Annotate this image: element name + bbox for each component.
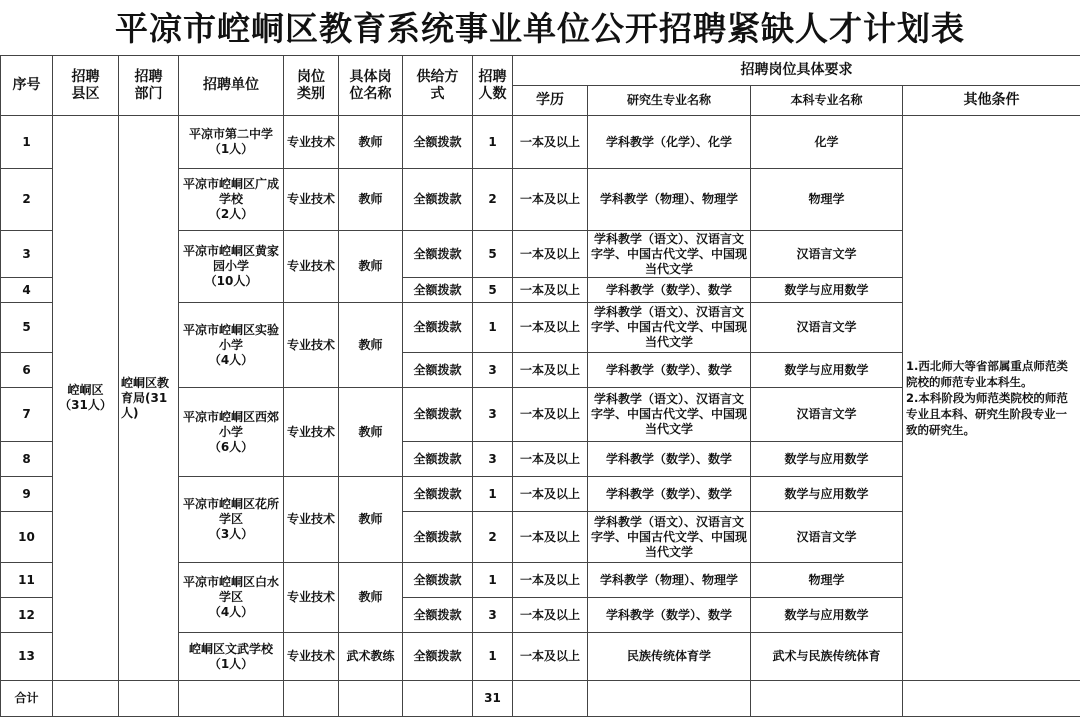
header-requirements: 招聘岗位具体要求 (513, 56, 1080, 86)
header-post: 具体岗 位名称 (339, 56, 403, 116)
grad-major: 学科教学（数学）、数学 (588, 278, 751, 303)
empty-cell (284, 681, 339, 717)
header-grad-major: 研究生专业名称 (588, 86, 751, 116)
row-number: 11 (1, 563, 53, 598)
education-req: 一本及以上 (513, 278, 588, 303)
recruit-count: 5 (473, 231, 513, 278)
post-category: 专业技术 (284, 388, 339, 477)
grad-major: 学科教学（语文）、汉语言文字学、中国古代文学、中国现当代文学 (588, 388, 751, 442)
funding-type: 全额拨款 (403, 278, 473, 303)
grad-major: 学科教学（语文）、汉语言文字学、中国古代文学、中国现当代文学 (588, 303, 751, 353)
education-req: 一本及以上 (513, 477, 588, 512)
grad-major: 学科教学（化学）、化学 (588, 116, 751, 169)
post-name: 教师 (339, 563, 403, 633)
ug-major: 汉语言文学 (751, 388, 903, 442)
ug-major: 数学与应用数学 (751, 353, 903, 388)
education-req: 一本及以上 (513, 231, 588, 278)
post-category: 专业技术 (284, 303, 339, 388)
post-name: 教师 (339, 388, 403, 477)
empty-cell (119, 681, 179, 717)
education-req: 一本及以上 (513, 512, 588, 563)
funding-type: 全额拨款 (403, 231, 473, 278)
total-row (1, 681, 1080, 717)
header-dept: 招聘 部门 (119, 56, 179, 116)
row-number: 9 (1, 477, 53, 512)
empty-cell (53, 681, 119, 717)
post-category: 专业技术 (284, 633, 339, 681)
header-education: 学历 (513, 86, 588, 116)
total-label: 合计 (1, 681, 53, 717)
post-category: 专业技术 (284, 563, 339, 633)
funding-type: 全额拨款 (403, 477, 473, 512)
empty-cell (339, 681, 403, 717)
table-row (1, 116, 1080, 169)
ug-major: 汉语言文学 (751, 512, 903, 563)
recruit-count: 1 (473, 563, 513, 598)
empty-cell (403, 681, 473, 717)
education-req: 一本及以上 (513, 442, 588, 477)
education-req: 一本及以上 (513, 598, 588, 633)
recruit-count: 1 (473, 303, 513, 353)
unit-name: 平凉市崆峒区白水学区 （4人） (179, 563, 284, 633)
funding-type: 全额拨款 (403, 303, 473, 353)
row-number: 4 (1, 278, 53, 303)
funding-type: 全额拨款 (403, 169, 473, 231)
header-other: 其他条件 (903, 86, 1080, 116)
empty-cell (513, 681, 588, 717)
recruitment-table (0, 55, 1080, 717)
post-category: 专业技术 (284, 231, 339, 303)
county-cell: 崆峒区 （31人） (53, 116, 119, 681)
recruit-count: 2 (473, 512, 513, 563)
ug-major: 物理学 (751, 169, 903, 231)
row-number: 12 (1, 598, 53, 633)
post-category: 专业技术 (284, 477, 339, 563)
ug-major: 数学与应用数学 (751, 442, 903, 477)
education-req: 一本及以上 (513, 169, 588, 231)
education-req: 一本及以上 (513, 303, 588, 353)
grad-major: 学科教学（语文）、汉语言文字学、中国古代文学、中国现当代文学 (588, 231, 751, 278)
funding-type: 全额拨款 (403, 512, 473, 563)
recruit-count: 1 (473, 477, 513, 512)
other-conditions: 1.西北师大等省部属重点师范类院校的师范专业本科生。 2.本科阶段为师范类院校的师范专业且本科、研究生阶段专业一致的研究生。 (903, 116, 1080, 681)
header-category: 岗位 类别 (284, 56, 339, 116)
education-req: 一本及以上 (513, 633, 588, 681)
funding-type: 全额拨款 (403, 353, 473, 388)
grad-major: 学科教学（数学）、数学 (588, 598, 751, 633)
unit-name: 平凉市崆峒区广成学校 （2人） (179, 169, 284, 231)
recruit-count: 3 (473, 388, 513, 442)
unit-name: 平凉市崆峒区西郊小学 （6人） (179, 388, 284, 477)
education-req: 一本及以上 (513, 563, 588, 598)
recruit-count: 1 (473, 633, 513, 681)
row-number: 6 (1, 353, 53, 388)
ug-major: 数学与应用数学 (751, 278, 903, 303)
ug-major: 化学 (751, 116, 903, 169)
recruit-count: 3 (473, 598, 513, 633)
ug-major: 汉语言文学 (751, 303, 903, 353)
recruit-count: 2 (473, 169, 513, 231)
row-number: 1 (1, 116, 53, 169)
row-number: 8 (1, 442, 53, 477)
empty-cell (751, 681, 903, 717)
ug-major: 数学与应用数学 (751, 477, 903, 512)
header-ug-major: 本科专业名称 (751, 86, 903, 116)
post-name: 教师 (339, 169, 403, 231)
header-funding: 供给方 式 (403, 56, 473, 116)
grad-major: 学科教学（语文）、汉语言文字学、中国古代文学、中国现当代文学 (588, 512, 751, 563)
empty-cell (903, 681, 1080, 717)
post-name: 教师 (339, 477, 403, 563)
row-number: 13 (1, 633, 53, 681)
funding-type: 全额拨款 (403, 598, 473, 633)
unit-name: 崆峒区文武学校 （1人） (179, 633, 284, 681)
post-category: 专业技术 (284, 169, 339, 231)
post-name: 武术教练 (339, 633, 403, 681)
dept-cell: 崆峒区教育局(31人) (119, 116, 179, 681)
ug-major: 数学与应用数学 (751, 598, 903, 633)
grad-major: 学科教学（物理）、物理学 (588, 169, 751, 231)
post-name: 教师 (339, 231, 403, 303)
unit-name: 平凉市崆峒区黄家园小学 （10人） (179, 231, 284, 303)
recruit-count: 3 (473, 353, 513, 388)
total-count: 31 (473, 681, 513, 717)
grad-major: 学科教学（数学）、数学 (588, 442, 751, 477)
grad-major: 学科教学（数学）、数学 (588, 353, 751, 388)
post-name: 教师 (339, 116, 403, 169)
funding-type: 全额拨款 (403, 388, 473, 442)
education-req: 一本及以上 (513, 116, 588, 169)
recruit-count: 1 (473, 116, 513, 169)
ug-major: 武术与民族传统体育 (751, 633, 903, 681)
row-number: 5 (1, 303, 53, 353)
row-number: 10 (1, 512, 53, 563)
header-no: 序号 (1, 56, 53, 116)
post-category: 专业技术 (284, 116, 339, 169)
unit-name: 平凉市崆峒区实验小学 （4人） (179, 303, 284, 388)
education-req: 一本及以上 (513, 388, 588, 442)
funding-type: 全额拨款 (403, 633, 473, 681)
education-req: 一本及以上 (513, 353, 588, 388)
funding-type: 全额拨款 (403, 442, 473, 477)
empty-cell (588, 681, 751, 717)
funding-type: 全额拨款 (403, 563, 473, 598)
post-name: 教师 (339, 303, 403, 388)
header-count: 招聘 人数 (473, 56, 513, 116)
grad-major: 学科教学（物理）、物理学 (588, 563, 751, 598)
header-unit: 招聘单位 (179, 56, 284, 116)
empty-cell (179, 681, 284, 717)
header-county: 招聘 县区 (53, 56, 119, 116)
row-number: 3 (1, 231, 53, 278)
page-title: 平凉市崆峒区教育系统事业单位公开招聘紧缺人才计划表 (115, 9, 965, 48)
funding-type: 全额拨款 (403, 116, 473, 169)
grad-major: 学科教学（数学）、数学 (588, 477, 751, 512)
row-number: 2 (1, 169, 53, 231)
unit-name: 平凉市第二中学 （1人） (179, 116, 284, 169)
ug-major: 物理学 (751, 563, 903, 598)
unit-name: 平凉市崆峒区花所学区 （3人） (179, 477, 284, 563)
ug-major: 汉语言文学 (751, 231, 903, 278)
recruit-count: 5 (473, 278, 513, 303)
recruit-count: 3 (473, 442, 513, 477)
row-number: 7 (1, 388, 53, 442)
grad-major: 民族传统体育学 (588, 633, 751, 681)
